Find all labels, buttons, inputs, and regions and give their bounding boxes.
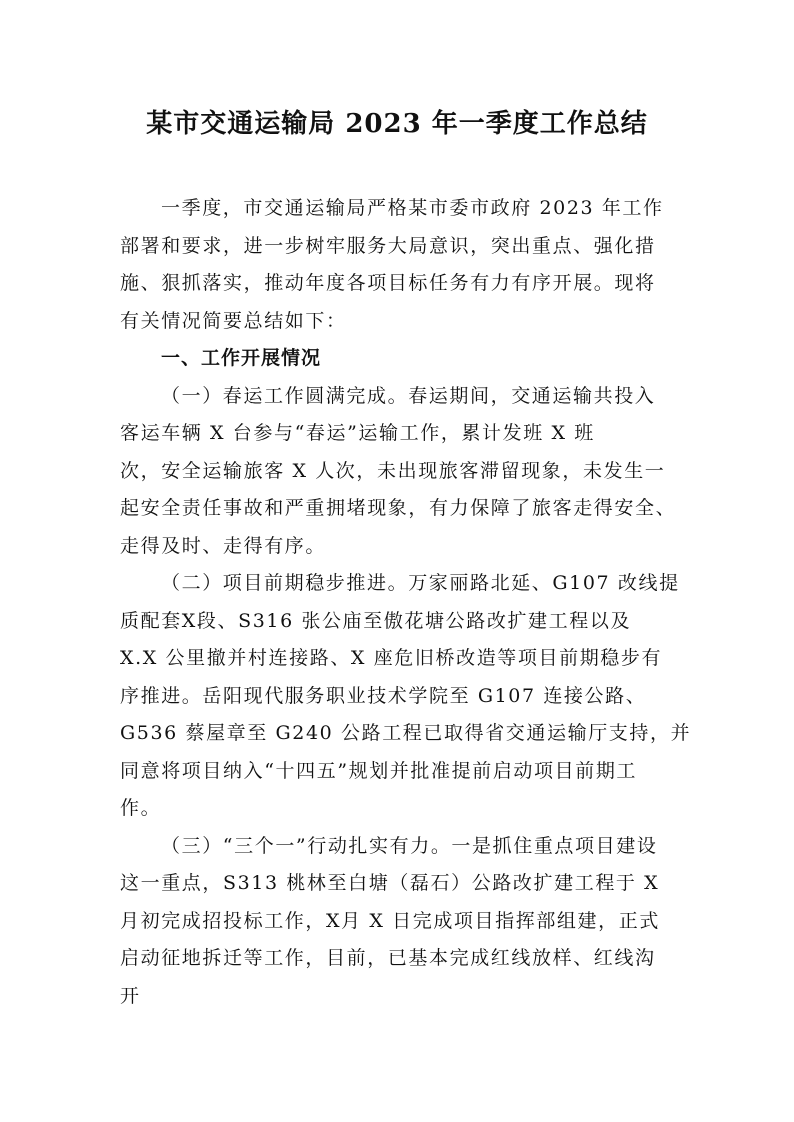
text-line: G536 蔡屋章至 G240 公路工程已取得省交通运输厅支持，并	[120, 722, 692, 744]
text-line: 序推进。岳阳现代服务职业技术学院至 G107 连接公路、	[120, 684, 647, 707]
text-line: 月初完成招投标工作，X月 X 日完成项目指挥部组建，正式	[120, 909, 660, 932]
text-line: 客运车辆 X 台参与“春运”运输工作，累计发班 X 班	[120, 422, 595, 444]
document-body	[120, 190, 692, 1015]
text-line: 作。	[120, 797, 162, 819]
text-line: 质配套X段、S316 张公庙至傲花塘公路改扩建工程以及	[120, 609, 632, 632]
text-line: 部署和要求，进一步树牢服务大局意识，突出重点、强化措	[120, 234, 656, 257]
text-line: 同意将项目纳入“十四五”规划并批准提前启动项目前期工	[120, 759, 638, 782]
text-line: X.X 公里撤并村连接路、X 座危旧桥改造等项目前期稳步有	[120, 647, 663, 669]
item-paragraph-2	[120, 565, 692, 828]
section-heading: 一、工作开展情况	[161, 347, 322, 369]
text-line: 启动征地拆迁等工作，目前，已基本完成红线放样、红线沟	[120, 947, 656, 969]
document-title: 某市交通运输局 2023 年一季度工作总结	[146, 109, 648, 139]
text-line: 开	[120, 984, 141, 1007]
text-line: 这一重点，S313 桃林至白塘（磊石）公路改扩建工程于 X	[120, 872, 660, 894]
text-line: 有关情况简要总结如下：	[120, 309, 347, 332]
text-line: 次，安全运输旅客 X 人次，未出现旅客滞留现象，未发生一	[120, 459, 666, 482]
text-line: 一季度，市交通运输局严格某市委市政府 2023 年工作	[161, 197, 664, 219]
text-line: 施、狠抓落实，推动年度各项目标任务有力有序开展。现将	[120, 272, 656, 294]
item-paragraph-3	[120, 828, 680, 1016]
text-line: （一）春运工作圆满完成。春运期间，交通运输共投入	[161, 384, 656, 407]
text-line: （二）项目前期稳步推进。万家丽路北延、G107 改线提	[161, 572, 680, 594]
text-line: （三）“三个一”行动扎实有力。一是抓住重点项目建设	[161, 834, 658, 857]
intro-paragraph	[120, 190, 680, 340]
text-line: 起安全责任事故和严重拥堵现象，有力保障了旅客走得安全、	[120, 497, 677, 519]
item-paragraph-1	[120, 378, 680, 566]
text-line: 走得及时、走得有序。	[120, 534, 327, 557]
